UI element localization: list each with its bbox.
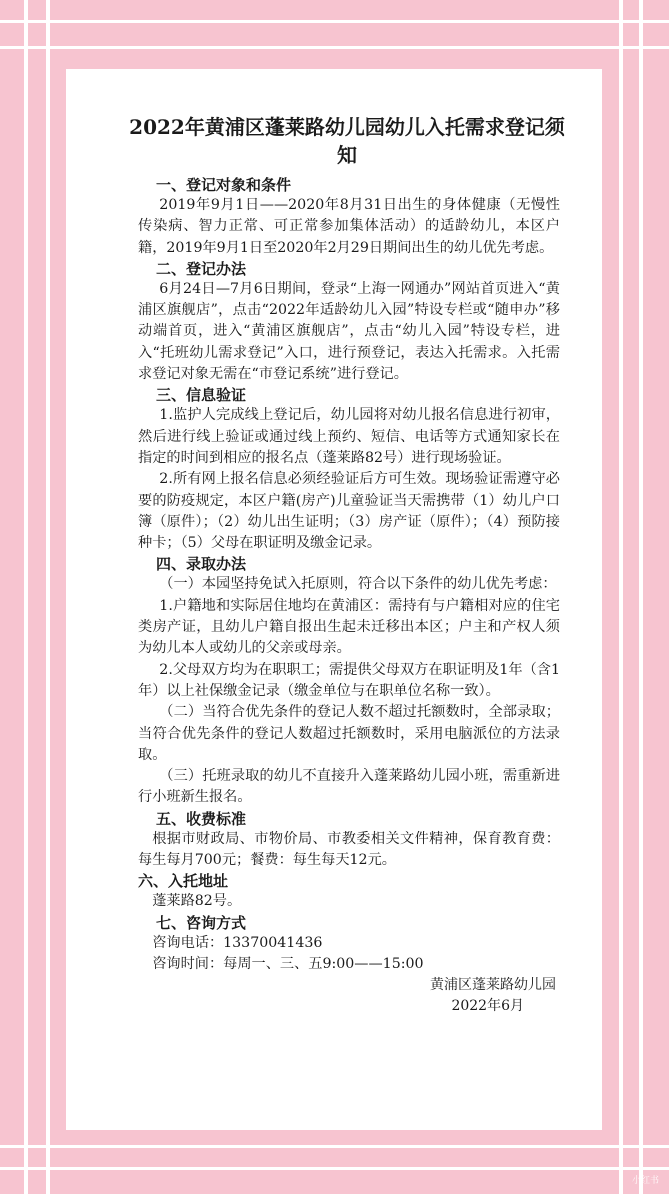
section-paragraph: 1.监护人完成线上登记后，幼儿园将对幼儿报名信息进行初审，然后进行线上验证或通过线上预约、短信、电话等方式通知家长在指定的时间到相应的报名点（蓬莱路82号）进行现场验证。	[138, 407, 560, 466]
section-7	[138, 913, 560, 976]
section-paragraph: 2.父母双方均为在职职工；需提供父母双方在职证明及1年（含1年）以上社保缴金记录（缴金单位与在职单位名称一致）。	[138, 661, 560, 699]
section-2	[138, 259, 560, 385]
frame-stripe-bottom-inner	[0, 1145, 669, 1148]
frame-stripe-right-outer	[639, 0, 643, 1194]
watermark-logo: 小红书	[631, 1176, 659, 1186]
section-heading: 三、信息验证	[156, 386, 247, 405]
frame-stripe-top-outer	[0, 20, 669, 23]
section-paragraph: 2019年9月1日——2020年8月31日出生的身体健康（无慢性传染病、智力正常、可正常参加集体活动）的适龄幼儿，本区户籍，2019年9月1日至2020年2月29日期间出生的幼儿优先考虑。	[138, 197, 560, 256]
section-6	[138, 871, 560, 912]
frame-stripe-top-inner	[0, 46, 669, 49]
section-heading: 四、录取办法	[156, 555, 247, 574]
section-heading: 五、收费标准	[156, 809, 247, 828]
signature-date: 2022年6月	[451, 998, 524, 1015]
section-paragraph: （三）托班录取的幼儿不直接升入蓬莱路幼儿园小班，需重新进行小班新生报名。	[138, 768, 560, 806]
section-heading: 六、入托地址	[138, 872, 229, 891]
frame-stripe-left-inner	[46, 0, 50, 1194]
section-3	[138, 385, 560, 554]
section-paragraph: 蓬莱路82号。	[152, 893, 242, 910]
frame-stripe-right-inner	[619, 0, 623, 1194]
section-paragraph: 根据市财政局、市物价局、市教委相关文件精神，保育教育费：每生每月700元；餐费：每生每天12元。	[138, 830, 560, 869]
section-paragraph: （一）本园坚持免试入托原则，符合以下条件的幼儿优先考虑：	[159, 576, 557, 593]
section-paragraph: 1.户籍地和实际居住地均在黄浦区：需持有与户籍相对应的住宅类房产证，且幼儿户籍自报出生起未迁移出本区；户主和产权人须为幼儿本人或幼儿的父亲或母亲。	[138, 597, 560, 657]
section-heading: 一、登记对象和条件	[156, 176, 292, 194]
section-heading: 七、咨询方式	[156, 913, 247, 932]
frame-stripe-bottom-outer	[0, 1167, 669, 1170]
notice-paper	[66, 69, 602, 1130]
signature-org: 黄浦区蓬莱路幼儿园	[430, 977, 556, 994]
section-1	[138, 175, 560, 259]
section-paragraph: （二）当符合优先条件的登记人数不超过托额数时，全部录取；当符合优先条件的登记人数超过托额数时，采用电脑派位的方法录取。	[138, 704, 560, 763]
contact-phone: 咨询电话：13370041436	[152, 934, 323, 951]
notice-title: 2022年黄浦区蓬莱路幼儿园幼儿入托需求登记须知	[129, 115, 565, 167]
contact-hours: 咨询时间：每周一、三、五9:00——15:00	[152, 955, 424, 972]
section-4	[138, 554, 560, 808]
section-heading: 二、登记办法	[156, 259, 247, 278]
section-5	[138, 809, 560, 872]
section-paragraph: 2.所有网上报名信息必须经验证后方可生效。现场验证需遵守必要的防疫规定，本区户籍(房产)儿童验证当天需携带（1）幼儿户口簿（原件）；（2）幼儿出生证明；（3）房产证（原件）；（4）预防接种卡；（5）父母在职证明及缴金记录。	[138, 471, 560, 552]
frame-stripe-left-outer	[24, 0, 28, 1194]
section-paragraph: 6月24日—7月6日期间，登录“上海一网通办”网站首页进入“黄浦区旗舰店”，点击“2022年适龄幼儿入园”特设专栏或“随申办”移动端首页，进入“黄浦区旗舰店”，点击“幼儿入园”特设专栏，进入“托班幼儿需求登记”入口，进行预登记，表达入托需求。入托需求登记对象无需在“市登记系统”进行登记。	[138, 280, 560, 383]
